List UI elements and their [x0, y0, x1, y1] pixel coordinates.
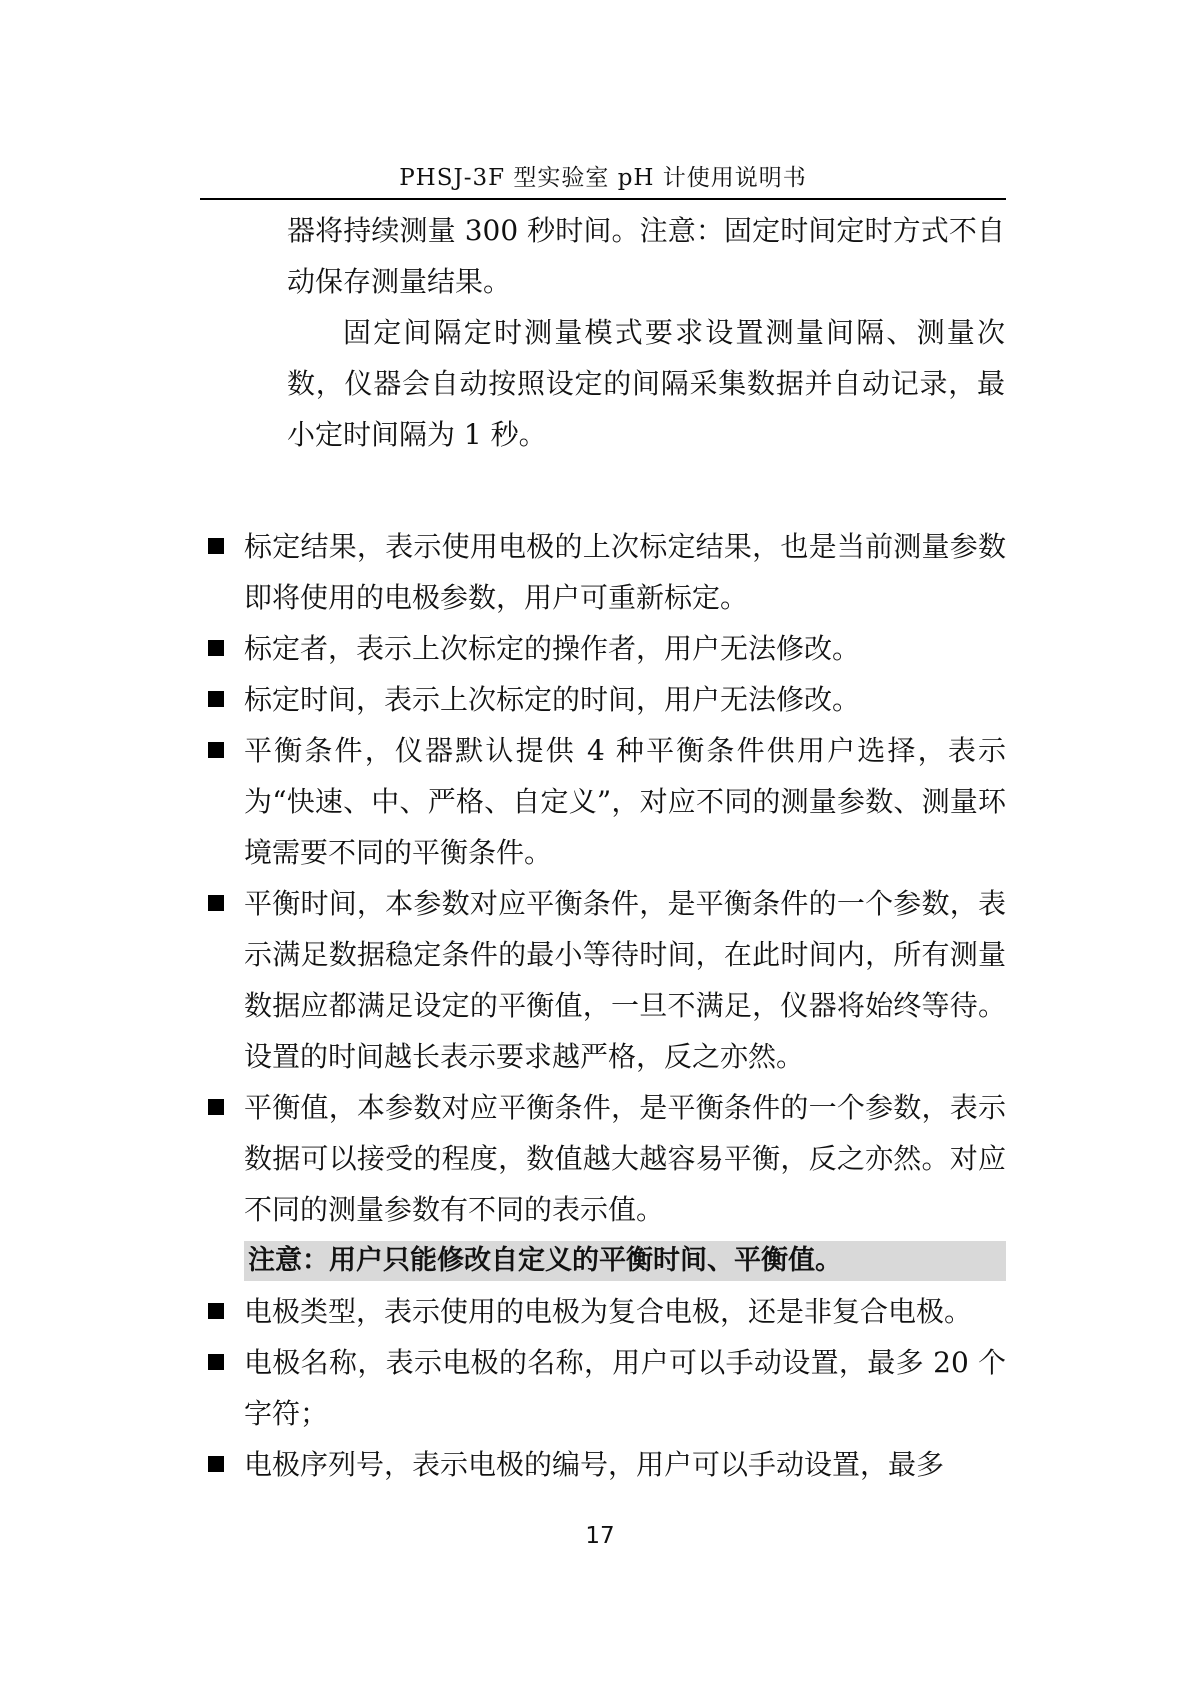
header-rule	[200, 198, 1006, 200]
square-bullet-icon	[208, 691, 224, 707]
square-bullet-icon	[208, 640, 224, 656]
list-item	[200, 878, 1006, 1082]
list-item-text: 电极序列号，表示电极的编号，用户可以手动设置，最多	[244, 1448, 945, 1481]
square-bullet-icon	[208, 1354, 224, 1370]
list-item-text: 平衡时间，本参数对应平衡条件，是平衡条件的一个参数，表示满足数据稳定条件的最小等待时间，在此时间内，所有测量数据应都满足设定的平衡值，一旦不满足，仪器将始终等待。设置的时间越长表示要求越严格，反之亦然。	[244, 887, 1006, 1073]
list-item	[200, 725, 1006, 878]
note-line	[200, 1241, 1006, 1281]
paragraph: 器将持续测量 300 秒时间。注意：固定时间定时方式不自动保存测量结果。	[287, 214, 1005, 298]
parameter-list	[200, 521, 1006, 1490]
highlighted-note: 注意：用户只能修改自定义的平衡时间、平衡值。	[244, 1241, 1006, 1281]
paragraph: 固定间隔定时测量模式要求设置测量间隔、测量次数，仪器会自动按照设定的间隔采集数据并自动记录，最小定时间隔为 1 秒。	[287, 316, 1005, 451]
list-item	[200, 1439, 1006, 1490]
list-item	[200, 1286, 1006, 1337]
list-item	[200, 623, 1006, 674]
list-item-text: 电极名称，表示电极的名称，用户可以手动设置，最多 20 个字符；	[244, 1346, 1006, 1430]
list-item-text: 标定时间，表示上次标定的时间，用户无法修改。	[244, 683, 861, 716]
continuation-text	[287, 205, 1005, 460]
list-item	[200, 674, 1006, 725]
list-item-text: 平衡条件，仪器默认提供 4 种平衡条件供用户选择，表示为“快速、中、严格、自定义”，对应不同的测量参数、测量环境需要不同的平衡条件。	[244, 734, 1006, 869]
list-item-text: 平衡值，本参数对应平衡条件，是平衡条件的一个参数，表示数据可以接受的程度，数值越大越容易平衡，反之亦然。对应不同的测量参数有不同的表示值。	[244, 1091, 1006, 1226]
square-bullet-icon	[208, 742, 224, 758]
list-item	[200, 521, 1006, 623]
list-item	[200, 1337, 1006, 1439]
list-item	[200, 1082, 1006, 1235]
square-bullet-icon	[208, 1456, 224, 1472]
running-header: PHSJ-3F 型实验室 pH 计使用说明书	[399, 165, 807, 191]
list-item-text: 标定者，表示上次标定的操作者，用户无法修改。	[244, 632, 861, 665]
list-item-text: 电极类型，表示使用的电极为复合电极，还是非复合电极。	[244, 1295, 973, 1328]
square-bullet-icon	[208, 895, 224, 911]
page-number: 17	[585, 1523, 615, 1549]
square-bullet-icon	[208, 1303, 224, 1319]
list-item-text: 标定结果，表示使用电极的上次标定结果，也是当前测量参数即将使用的电极参数，用户可重新标定。	[244, 530, 1006, 614]
square-bullet-icon	[208, 1099, 224, 1115]
square-bullet-icon	[208, 538, 224, 554]
